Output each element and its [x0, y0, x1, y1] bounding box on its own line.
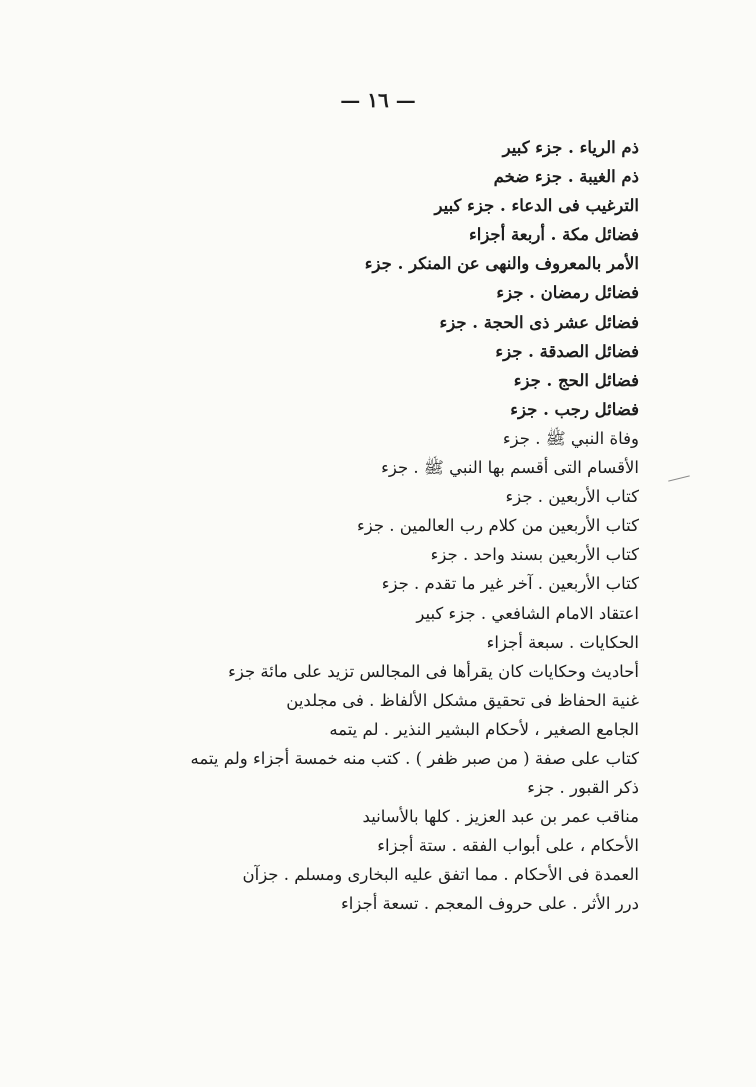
list-item: الحكايات . سبعة أجزاء	[486, 632, 639, 652]
list-item: كتاب الأربعين . جزء	[505, 487, 639, 507]
list-item: أحاديث وحكايات كان يقرأها فى المجالس تزيد على مائة جزء	[228, 661, 639, 681]
bibliography-list	[79, 133, 639, 919]
list-item: الترغيب فى الدعاء . جزء كبير	[434, 196, 639, 216]
list-item: الأحكام ، على أبواب الفقه . ستة أجزاء	[377, 836, 639, 856]
list-item: الجامع الصغير ، لأحكام البشير النذير . لم يتمه	[329, 719, 639, 739]
list-item: وفاة النبي ﷺ . جزء	[502, 428, 639, 448]
stray-pen-mark	[668, 475, 690, 481]
page-number: — ١٦ —	[340, 88, 416, 112]
list-item: كتاب على صفة ( من صبر ظفر ) . كتب منه خمسة أجزاء ولم يتمه	[190, 748, 639, 768]
list-item: اعتقاد الامام الشافعي . جزء كبير	[416, 603, 639, 623]
list-item: ذكر القبور . جزء	[527, 778, 639, 798]
list-item: ذم الرياء . جزء كبير	[502, 138, 639, 157]
list-item: مناقب عمر بن عبد العزيز . كلها بالأسانيد	[362, 807, 639, 827]
list-item: كتاب الأربعين بسند واحد . جزء	[430, 545, 639, 565]
list-item: غنية الحفاظ فى تحقيق مشكل الألفاظ . فى مجلدين	[286, 690, 639, 710]
list-item: فضائل عشر ذى الحجة . جزء	[439, 312, 639, 332]
list-item: فضائل الحج . جزء	[513, 370, 639, 390]
list-item: فضائل الصدقة . جزء	[495, 341, 639, 361]
list-item: كتاب الأربعين من كلام رب العالمين . جزء	[357, 516, 639, 536]
list-item: فضائل رجب . جزء	[510, 399, 639, 419]
list-item: الأمر بالمعروف والنهى عن المنكر . جزء	[364, 254, 639, 274]
list-item: ذم الغيبة . جزء ضخم	[493, 167, 639, 187]
list-item: العمدة فى الأحكام . مما اتفق عليه البخارى ومسلم . جزآن	[242, 865, 639, 885]
list-item: الأقسام التى أقسم بها النبي ﷺ . جزء	[381, 458, 639, 478]
list-item: فضائل رمضان . جزء	[496, 283, 639, 303]
list-item: كتاب الأربعين . آخر غير ما تقدم . جزء	[381, 574, 639, 594]
list-item: فضائل مكة . أربعة أجزاء	[468, 225, 639, 245]
list-item: درر الأثر . على حروف المعجم . تسعة أجزاء	[341, 894, 639, 914]
